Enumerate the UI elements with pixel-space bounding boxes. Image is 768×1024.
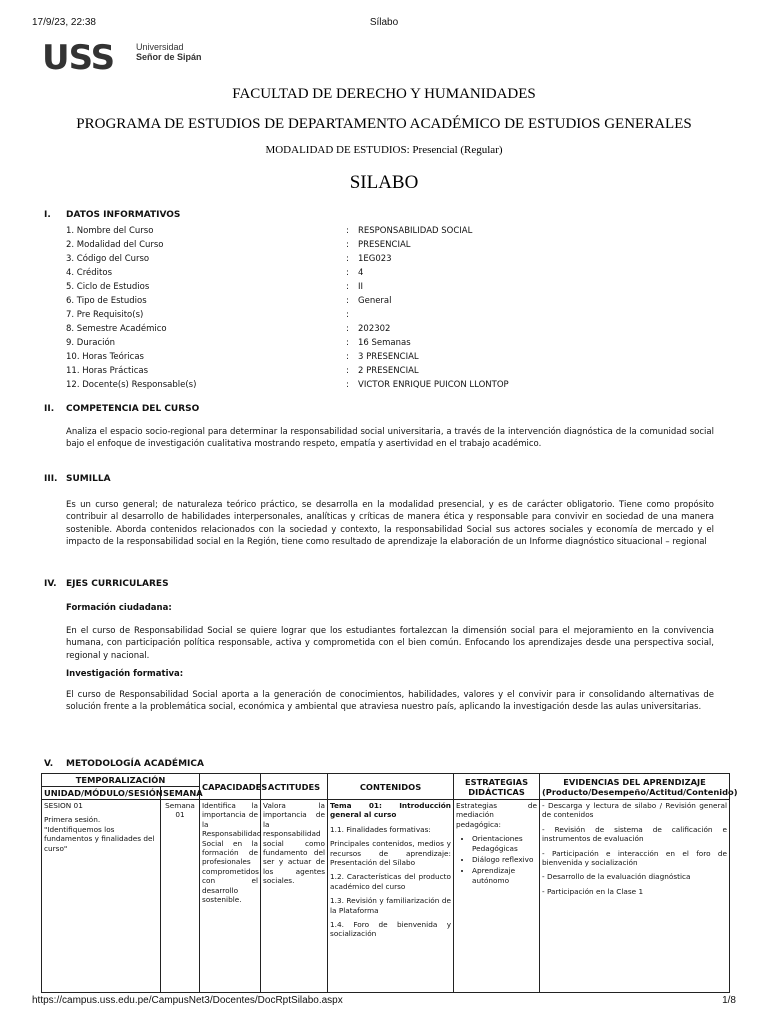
datos-key: 4. Créditos [66, 268, 113, 278]
section-number: I. [44, 210, 51, 220]
section-title: EJES CURRICULARES [66, 579, 169, 589]
datos-colon: : [346, 324, 349, 334]
datos-colon: : [346, 226, 349, 236]
datos-row [66, 322, 706, 336]
table-cell-contenidos [328, 800, 454, 993]
ejes-subheading: Investigación formativa: [66, 669, 184, 679]
datos-value: PRESENCIAL [358, 240, 411, 250]
table-header-cell [540, 774, 738, 800]
contenido-item: Principales contenidos, medios y recursos de aprendizaje: Presentación del Sílabo [330, 839, 452, 868]
evidencias-title: EVIDENCIAS DEL APRENDIZAJE [563, 776, 706, 787]
section-heading-ejes [44, 579, 169, 589]
datos-value: 3 PRESENCIAL [358, 352, 419, 362]
table-header-cell: CAPACIDADES [200, 774, 261, 800]
datos-value: RESPONSABILIDAD SOCIAL [358, 226, 473, 236]
section-number: III. [44, 474, 58, 484]
datos-row [66, 308, 706, 322]
datos-colon: : [346, 254, 349, 264]
estrategias-list [456, 834, 537, 885]
datos-key: 5. Ciclo de Estudios [66, 282, 150, 292]
logo-mark: USS [42, 38, 115, 78]
datos-row [66, 252, 706, 266]
table-header-cell: UNIDAD/MÓDULO/SESIÓN [42, 787, 161, 800]
section-number: V. [44, 759, 54, 769]
table-cell-capacidades [200, 800, 261, 993]
contenido-item: 1.2. Características del producto académico del curso [330, 872, 452, 891]
evidencia-item: - Revisión de sistema de calificación e instrumentos de evaluación [542, 824, 728, 844]
table-row [42, 800, 730, 993]
datos-informativos-list [66, 224, 706, 392]
datos-row [66, 280, 706, 294]
datos-colon: : [346, 380, 349, 390]
datos-row [66, 238, 706, 252]
datos-value: 16 Semanas [358, 338, 411, 348]
program-title: PROGRAMA DE ESTUDIOS DE DEPARTAMENTO ACADÉMICO DE ESTUDIOS GENERALES [76, 116, 692, 132]
datos-key: 8. Semestre Académico [66, 324, 167, 334]
modality-title: MODALIDAD DE ESTUDIOS: Presencial (Regular) [265, 144, 503, 156]
evidencia-item: - Desarrollo de la evaluación diagnóstica [542, 872, 691, 882]
ejes-subheading: Formación ciudadana: [66, 603, 172, 613]
contenido-item: 1.4. Foro de bienvenida y socialización [330, 920, 452, 939]
datos-colon: : [346, 338, 349, 348]
datos-colon: : [346, 268, 349, 278]
contenido-item: 1.1. Finalidades formativas: [330, 824, 431, 834]
section-heading-competencia [44, 404, 199, 414]
table-cell-estrategias [454, 800, 540, 993]
semana-value: Semana 01 [165, 801, 195, 820]
section-heading-datos [44, 210, 180, 220]
datos-colon: : [346, 296, 349, 306]
datos-value: 2 PRESENCIAL [358, 366, 419, 376]
sesion-label: SESION 01 [44, 801, 83, 810]
datos-colon: : [346, 310, 349, 320]
datos-row [66, 294, 706, 308]
sumilla-text: Es un curso general; de naturaleza teórico práctico, se desarrolla en la modalidad presencial, y es de carácter obligatorio. Tiene como propósito contribuir al desarrollo de habilidades interpersonales, analíticas y críticas de manera ética y responsable para convivir en sociedad de una manera sostenible. Aborda contenidos relacionados con la sociedad y contexto, la responsabilidad Social sus actores sociales y economía de mercado y el impacto de la responsabilidad social en la Región, tiene como resultado de aprendizaje la elaboración de un Informe diagnóstico situacional – regional [66, 500, 714, 548]
section-heading-metodologia [44, 759, 204, 769]
sesion-description: Primera sesión. "Identifiquemos los fundamentos y finalidades del curso" [44, 815, 155, 853]
section-title: METODOLOGÍA ACADÉMICA [66, 759, 204, 769]
faculty-title: FACULTAD DE DERECHO Y HUMANIDADES [232, 86, 536, 102]
evidencia-item: - Descarga y lectura de silabo / Revisión general de contenidos [542, 801, 728, 820]
datos-row [66, 378, 706, 392]
list-item: • Aprendizaje autónomo [472, 866, 537, 885]
contenido-item: 1.3. Revisión y familiarización de la Plataforma [330, 896, 452, 915]
print-url: https://campus.uss.edu.pe/CampusNet3/Docentes/DocRptSilabo.aspx [32, 995, 343, 1006]
datos-key: 7. Pre Requisito(s) [66, 310, 144, 320]
table-cell-evidencias [540, 800, 730, 993]
competencia-text: Analiza el espacio socio-regional para determinar la responsabilidad social universitaria, a través de la intervención diagnóstica de la comunidad social bajo el enfoque de investigación cualitativa mostrando respeto, empatía y asertividad en el trabajo académico. [66, 427, 714, 450]
datos-key: 2. Modalidad del Curso [66, 240, 164, 250]
ejes-paragraph: El curso de Responsabilidad Social aporta a la generación de conocimientos, habilidades, valores y el convivir para ir consolidando alternativas de solución frente a la problemática social, económica y ambiental que atraviesa nuestro país, aplicando la investigación desde las aulas universitarias. [66, 690, 714, 713]
datos-row [66, 336, 706, 350]
section-title: SUMILLA [66, 474, 111, 484]
datos-row [66, 350, 706, 364]
metodologia-table [41, 773, 738, 993]
section-number: II. [44, 404, 55, 414]
datos-key: 3. Código del Curso [66, 254, 150, 264]
table-header-cell: TEMPORALIZACIÓN [42, 774, 200, 787]
datos-row [66, 364, 706, 378]
datos-value: VICTOR ENRIQUE PUICON LLONTOP [358, 380, 509, 390]
datos-value: 1EG023 [358, 254, 392, 264]
evidencias-subtitle: (Producto/Desempeño/Actitud/Contenido) [542, 786, 738, 797]
print-datetime: 17/9/23, 22:38 [32, 17, 96, 28]
datos-key: 1. Nombre del Curso [66, 226, 154, 236]
print-page-title: Sílabo [369, 17, 399, 28]
evidencia-item: - Participación en la Clase 1 [542, 886, 644, 896]
datos-value: II [358, 282, 364, 292]
contenido-title: Tema 01: Introducción general al curso [330, 801, 452, 820]
datos-row [66, 266, 706, 280]
table-cell-actitudes [261, 800, 328, 993]
table-header-row [42, 774, 730, 787]
logo-line2: Señor de Sipán [136, 52, 202, 62]
section-title: DATOS INFORMATIVOS [66, 210, 181, 220]
table-cell-sesion [42, 800, 161, 993]
datos-colon: : [346, 282, 349, 292]
logo-line1: Universidad [136, 42, 184, 52]
browser-print-header [32, 17, 736, 31]
logo-text [136, 42, 202, 62]
document-title: SILABO [349, 172, 419, 193]
datos-value: General [358, 296, 392, 306]
table-header-cell: SEMANA [161, 787, 200, 800]
ejes-paragraph: En el curso de Responsabilidad Social se quiere lograr que los estudiantes fortalezcan la dimensión social para el mejoramiento en la convivencia humana, con participación política responsable, activa y comprometida con el bien común. Enfocando los aprendizajes desde una perspectiva social, regional y nacional. [66, 626, 714, 661]
datos-colon: : [346, 240, 349, 250]
datos-key: 9. Duración [66, 338, 116, 348]
datos-key: 12. Docente(s) Responsable(s) [66, 380, 197, 390]
section-heading-sumilla [44, 474, 111, 484]
estrategias-intro: Estrategias de mediación pedagógica: [456, 801, 538, 829]
datos-key: 10. Horas Teóricas [66, 352, 144, 362]
capacidades-text: Identifica la importancia de la Responsabilidad Social en la formación de profesionales comprometidos con el desarrollo sostenible. [202, 801, 262, 905]
datos-value: 202302 [358, 324, 391, 334]
section-title: COMPETENCIA DEL CURSO [66, 404, 200, 414]
table-header-cell: CONTENIDOS [328, 774, 454, 800]
print-page-count: 1/8 [722, 995, 736, 1006]
datos-colon: : [346, 352, 349, 362]
datos-colon: : [346, 366, 349, 376]
datos-row [66, 224, 706, 238]
section-number: IV. [44, 579, 57, 589]
table-header-cell: ESTRATEGIAS DIDÁCTICAS [454, 774, 540, 800]
datos-key: 11. Horas Prácticas [66, 366, 149, 376]
evidencia-item: - Participación e interacción en el foro de bienvenida y socialización [542, 848, 728, 868]
list-item: • Diálogo reflexivo [472, 855, 537, 864]
uss-logo [42, 38, 212, 78]
datos-value: 4 [358, 268, 364, 278]
list-item: • Orientaciones Pedagógicas [472, 834, 537, 853]
table-cell-semana [161, 800, 200, 993]
actitudes-text: Valora la importancia de la responsabilidad social como fundamento del ser y actuar de los agentes sociales. [263, 801, 326, 886]
browser-print-footer [32, 995, 736, 1009]
datos-key: 6. Tipo de Estudios [66, 296, 147, 306]
table-header-cell: ACTITUDES [261, 774, 328, 800]
